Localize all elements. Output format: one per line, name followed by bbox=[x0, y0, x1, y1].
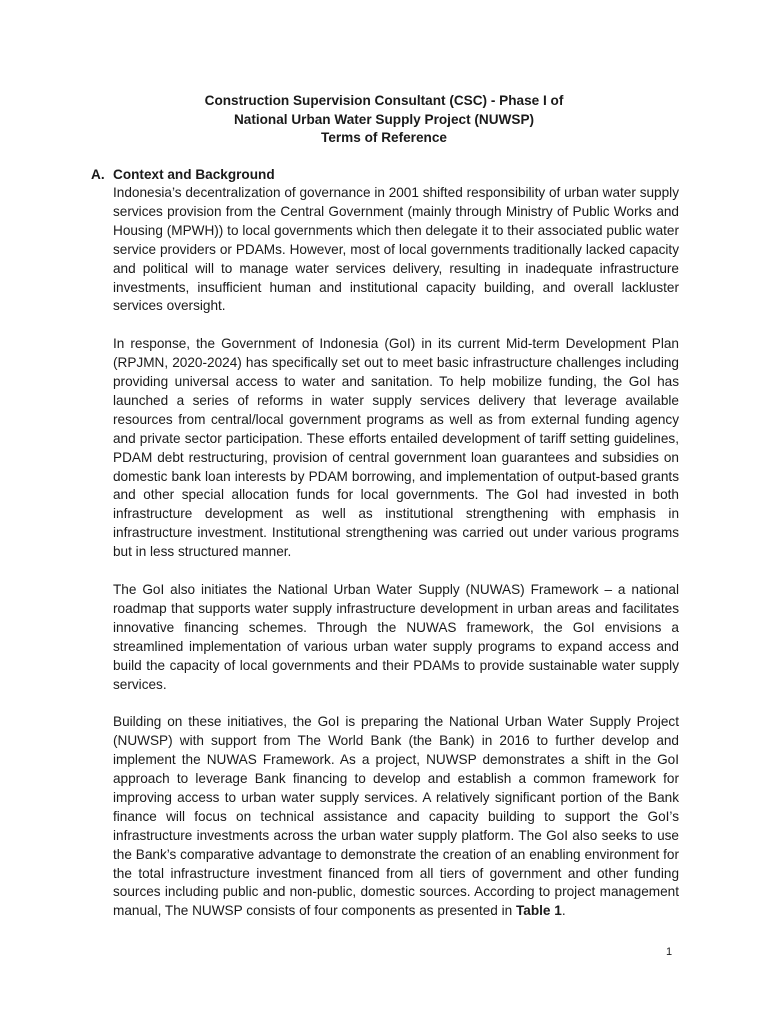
title-line-1: Construction Supervision Consultant (CSC) - Phase I of bbox=[204, 93, 564, 108]
paragraph-2: In response, the Government of Indonesia (GoI) in its current Mid-term Development Plan (RPJMN, 2020-2024) has specifically set out to meet basic infrastructure challenges including providing universal access to water and sanitation. To help mobilize funding, the GoI has launched a series of reforms in water supply services delivery that leverage available resources from central/local government programs as well as from external funding agency and private sector participation. These efforts entailed development of tariff setting guidelines, PDAM debt restructuring, provision of central government loan guarantees and subsidies on domestic bank loan interests by PDAM borrowing, and implementation of output-based grants and other special allocation funds for local governments. The GoI had invested in both infrastructure development as well as institutional strengthening with emphasis in infrastructure investment. Institutional strengthening was carried out under various programs but in less structured manner. bbox=[113, 336, 679, 560]
title-line-2: National Urban Water Supply Project (NUWSP) bbox=[233, 111, 535, 127]
title-line-3: Terms of Reference bbox=[321, 130, 447, 145]
paragraph-4 bbox=[113, 713, 679, 921]
page-number: 1 bbox=[666, 946, 673, 958]
document-title bbox=[0, 92, 768, 148]
paragraph-3: The GoI also initiates the National Urban Water Supply (NUWAS) Framework – a national roadmap that supports water supply infrastructure development in urban areas and facilitates innovative financing schemes. Through the NUWAS framework, the GoI envisions a streamlined implementation of various urban water supply programs to expand access and build the capacity of local governments and their PDAMs to provide sustainable water supply services. bbox=[113, 582, 679, 692]
paragraph-4-text: Building on these initiatives, the GoI is preparing the National Urban Water Supply Project (NUWSP) with support from The World Bank (the Bank) in 2016 to further develop and implement the NUWAS Framework. As a project, NUWSP demonstrates a shift in the GoI approach to leverage Bank financing to develop and establish a common framework for improving access to urban water supply services. A relatively significant portion of the Bank finance will focus on technical assistance and capacity building to support the GoI’s infrastructure investments across the urban water supply platform. The GoI also seeks to use the Bank’s comparative advantage to demonstrate the creation of an enabling environment for the total infrastructure investment financed from all tiers of government and other funding sources including public and non-public, domestic sources. According to project management manual, The NUWSP consists of four components as presented in bbox=[113, 714, 679, 919]
section-heading bbox=[91, 165, 275, 184]
body-content bbox=[113, 184, 679, 940]
table-reference: Table 1 bbox=[515, 903, 562, 919]
section-letter: A. bbox=[91, 167, 105, 182]
paragraph-4-end: . bbox=[561, 903, 566, 919]
paragraph-1: Indonesia’s decentralization of governance in 2001 shifted responsibility of urban water supply services provision from the Central Government (mainly through Ministry of Public Works and Housing (MPWH)) to local governments which then delegate it to their associated public water service providers or PDAMs. However, most of local governments traditionally lacked capacity and political will to manage water services delivery, resulting in inadequate infrastructure investments, insufficient human and institutional capacity building, and overall lackluster services oversight. bbox=[113, 185, 679, 314]
section-title: Context and Background bbox=[113, 167, 275, 182]
